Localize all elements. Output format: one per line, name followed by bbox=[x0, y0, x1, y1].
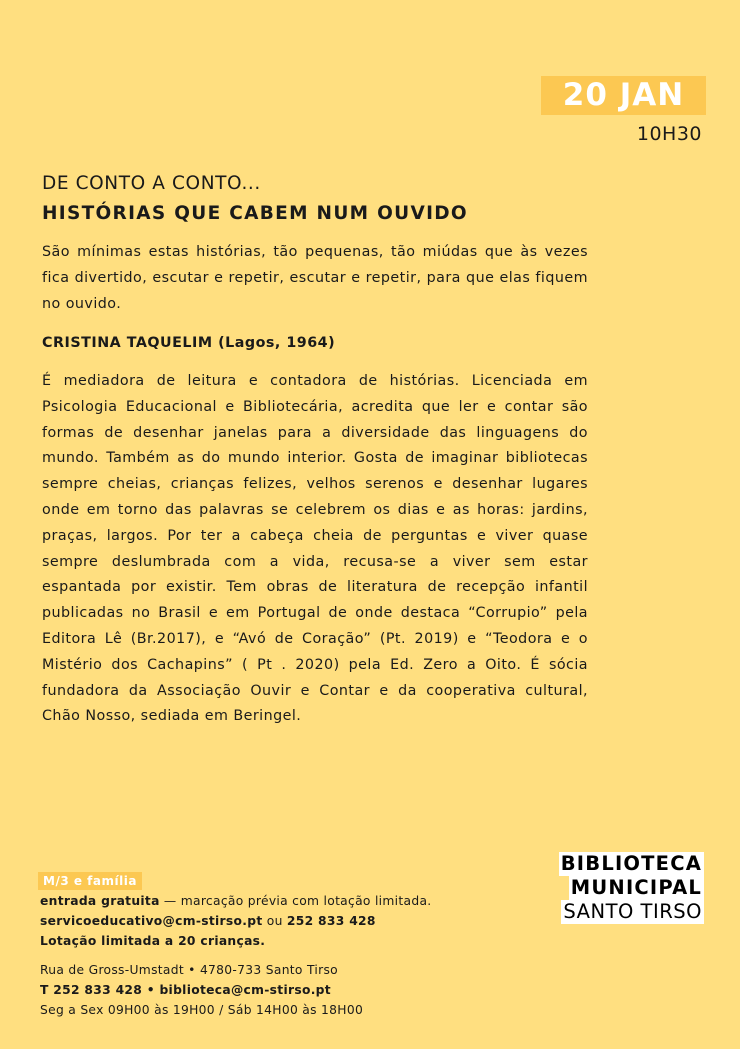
contact-text[interactable]: T 252 833 428 • biblioteca@cm-stirso.pt bbox=[40, 983, 331, 997]
booking-email-link[interactable]: servicoeducativo@cm-stirso.pt bbox=[40, 914, 263, 928]
author-heading: CRISTINA TAQUELIM (Lagos, 1964) bbox=[42, 335, 336, 351]
intro-paragraph: São mínimas estas histórias, tão pequenas, tão miúdas que às vezes fica divertido, escutar e repetir, escutar e repetir, para que elas fiquem no ouvido. bbox=[42, 244, 588, 312]
author-bio: É mediadora de leitura e contadora de histórias. Licenciada em Psicologia Educacional e Bibliotecária, acredita que ler e contar são formas de desenhar janelas para a diversidade das linguagens do mundo. Também as do mundo interior. Gosta de imaginar bibliotecas sempre cheias, crianças felizes, velhos serenos e desenhar lugares onde em torno das palavras se celebrem os dias e as horas: jardins, praças, largos. Por ter a cabeça cheia de perguntas e viver quase sempre deslumbrada com a vida, recusa-se a viver sem estar espantada por existir. Tem obras de literatura de recepção infantil publicadas no Brasil e em Portugal de onde destaca “Corrupio” pela Editora Lê (Br.2017), e “Avó de Coração” (Pt. 2019) e “Teodora e o Mistério dos Cachapins” ( Pt . 2020) pela Ed. Zero a Oito. É sócia fundadora da Associação Ouvir e Contar e da cooperativa cultural, Chão Nosso, sediada em Beringel. bbox=[42, 373, 588, 725]
event-time: 10H30 bbox=[636, 123, 702, 145]
entry-free-label: entrada gratuita bbox=[40, 894, 160, 908]
capacity-text: Lotação limitada a 20 crianças. bbox=[40, 934, 266, 948]
library-logo bbox=[559, 852, 704, 924]
booking-info bbox=[40, 891, 431, 951]
date-badge: 20 JAN bbox=[541, 76, 706, 115]
booking-phone[interactable]: 252 833 428 bbox=[286, 914, 376, 928]
event-title: HISTÓRIAS QUE CABEM NUM OUVIDO bbox=[42, 203, 468, 224]
library-address-block bbox=[40, 960, 363, 1020]
capacity-line bbox=[40, 931, 431, 951]
or-text: ou bbox=[262, 914, 287, 928]
logo-line-municipal: MUNICIPAL bbox=[570, 876, 702, 899]
booking-contact-line bbox=[40, 911, 431, 931]
hours-line: Seg a Sex 09H00 às 19H00 / Sáb 14H00 às 18H00 bbox=[40, 1003, 364, 1017]
contact-line bbox=[40, 980, 363, 1000]
entry-line bbox=[40, 891, 431, 911]
entry-note: — marcação prévia com lotação limitada. bbox=[159, 894, 432, 908]
logo-line-santo-tirso: SANTO TIRSO bbox=[563, 900, 702, 923]
address-line: Rua de Gross-Umstadt • 4780-733 Santo Tirso bbox=[40, 963, 338, 977]
event-subtitle: DE CONTO A CONTO... bbox=[42, 173, 261, 194]
age-rating-badge: M/3 e família bbox=[38, 872, 142, 890]
logo-line-biblioteca: BIBLIOTECA bbox=[560, 852, 702, 875]
